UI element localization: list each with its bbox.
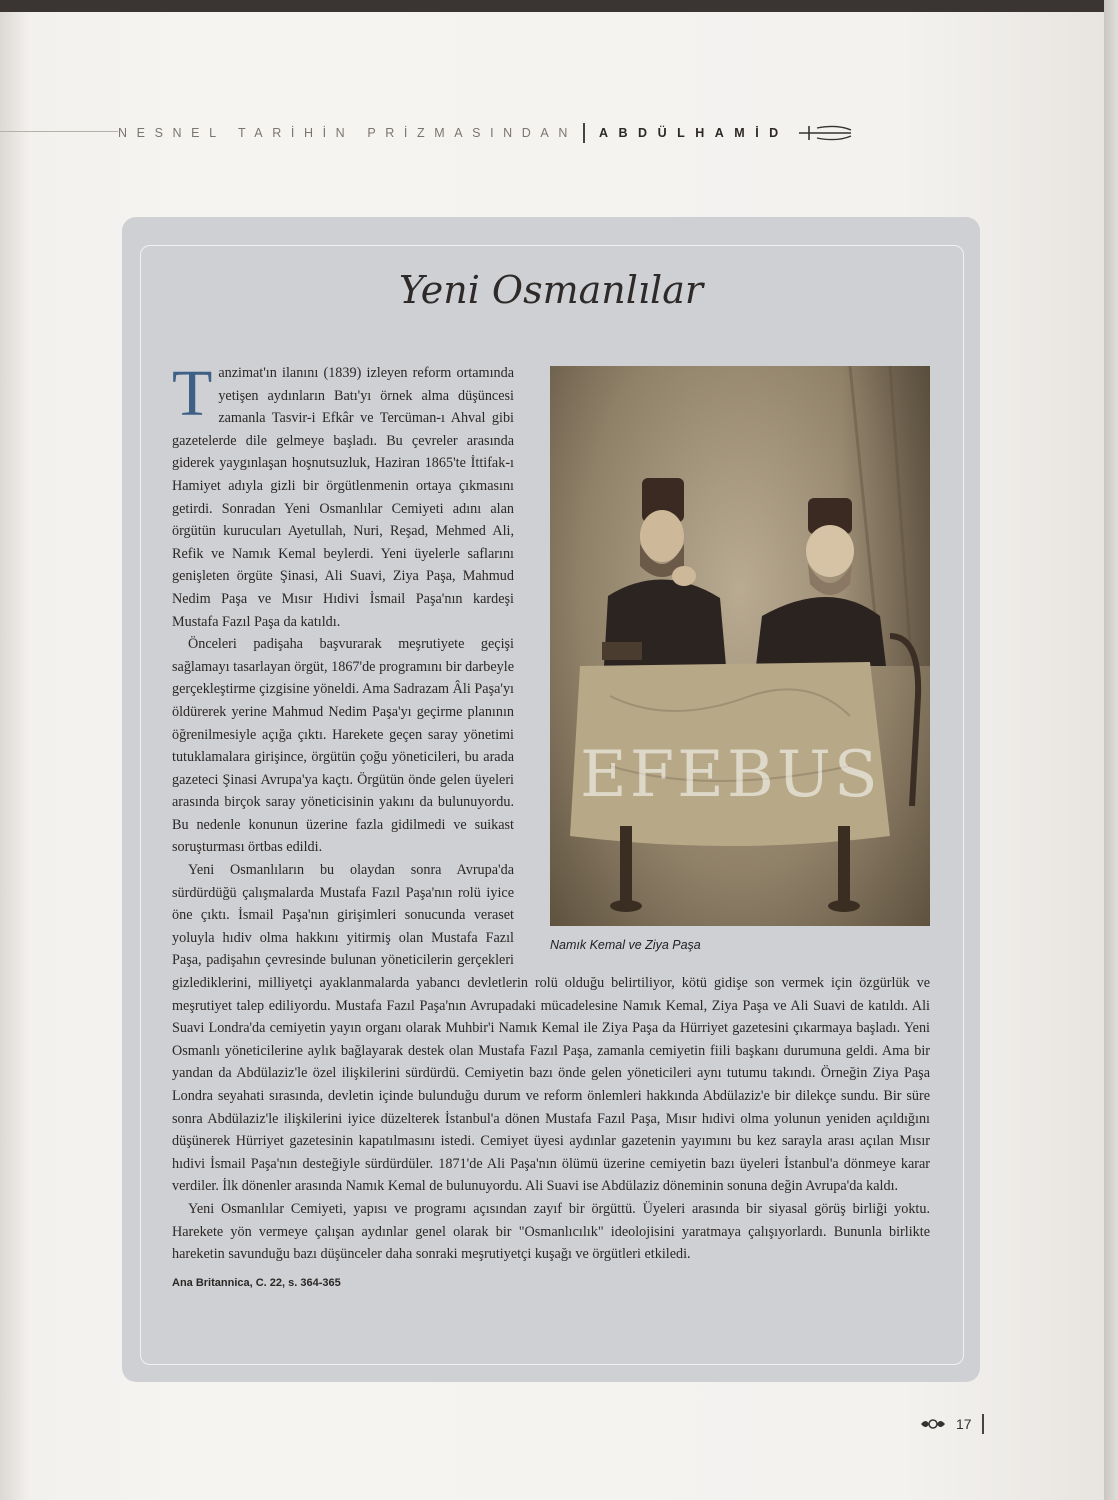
paragraph-4: Yeni Osmanlılar Cemiyeti, yapısı ve programı açısından zayıf bir örgüttü. Üyeleri arasında bir siyasal görüş birliği yoktu. Harekete yön vermeye çalışan aydınlar genel olarak bir "Osmanlıcılık" ideolojisini yaratmaya çalışıyorlardı. Bununla birlikte hareketin savunduğu bazı düşünceler daha sonraki meşrutiyetçi kuşağı ve örgütleri etkiledi. (172, 1200, 930, 1263)
ornament-icon (797, 122, 853, 144)
photo-caption: Namık Kemal ve Ziya Paşa (550, 938, 701, 952)
header-series: NESNEL TARİHİN PRİZMASINDAN (118, 126, 577, 140)
running-header (118, 122, 988, 144)
flower-ornament-icon (920, 1416, 946, 1432)
watermark: EFEBUS (580, 738, 881, 812)
page-number: 17 (956, 1416, 972, 1432)
header-rule (0, 131, 118, 132)
photo-block (532, 362, 930, 962)
page-footer (920, 1414, 984, 1434)
top-strip (0, 0, 1118, 12)
header-separator (583, 123, 585, 143)
paragraph-3: Yeni Osmanlıların bu olaydan sonra Avrupa'da sürdürdüğü çalışmalarda Mustafa Fazıl Paşa'nın rolü iyice öne çıktı. İsmail Paşa'nın girişimleri sonucunda veraset yoluyla hıdiv olma hakkını yitirmiş olan Mustafa Fazıl Paşa, padişahın çevresinde bulunan yöneticilerin gerçekleri gizlediklerini, milliyetçi ayaklanmalarda yabancı devletlerin rolü olduğu belirtiliyor, kötü gidişe son vermek için özgürlük ve meşrutiyet talep ediliyordu. Mustafa Fazıl Paşa'nın Avrupadaki mücadelesine Namık Kemal, Ziya Paşa ve Ali Suavi de katıldı. Ali Suavi Londra'da cemiyetin yayın organı olarak Muhbir'i Namık Kemal ile Ziya Paşa da Hürriyet gazetesini çıkarmaya başladı. Yeni Osmanlı yöneticilerine aylık bağlayarak destek olan Mustafa Fazıl Paşa, zamanla cemiyetin fiili başkanı durumuna geldi. Ama bir yandan da Abdülaziz'le özel ilişkilerini sürdürdü. Cemiyetin bazı önde gelen yöneticileri aynı tutumu takındı. Örneğin Ziya Paşa Londra seyahati sırasında, devletin içinde bulunduğu durum ve reform önlemleri hakkında Abdülaziz'e bir dilekçe sundu. Bir süre sonra Abdülaziz'le ilişkilerini iyice düzelterek İstanbul'a dönen Mustafa Fazıl Paşa, Mısır hıdivi olma yolunun yeniden açıldığını düşünerek Hürriyet gazetesinin kapatılmasını istedi. Cemiyet üyesi aydınlar gazetenin yayımını bu kez sarayla arası açılan Mısır hıdivi İsmail Paşa'nın desteğiyle sürdürdüler. 1871'de Ali Paşa'nın ölümü üzerine cemiyetin bazı üyeleri İstanbul'a dönmeye karar verdiler. İlk dönenler arasında Namık Kemal de bulunuyordu. Ali Suavi ise Abdülaziz döneminin sonuna değin Avrupa'da kaldı. (172, 862, 930, 1195)
books (602, 642, 642, 660)
article-title: Yeni Osmanlılar (398, 268, 704, 312)
paragraph-1-text: anzimat'ın ilanını (1839) izleyen reform ortamında yetişen aydınların Batı'yı örnek alma düşüncesi zamanla Tasvir-i Efkâr ve Tercüman-ı Ahval gibi gazetelerde dile gelmeye başladı. Bu çevreler arasında giderek yaygınlaşan hoşnutsuzluk, Haziran 1865'te İttifak-ı Hamiyet adıyla gizli bir örgütlenmenin ortaya çıkmasını getirdi. Sonradan Yeni Osmanlılar Cemiyeti adını alan örgütün kurucuları Ayetullah, Nuri, Reşad, Mehmed Ali, Refik ve Namık Kemal beylerdi. Yeni üyelerle saflarını genişleten örgüte Şinasi, Ali Suavi, Ziya Paşa, Mahmud Nedim Paşa ve Mısır Hıdivi İsmail Paşa'nın kardeşi Mustafa Fazıl Paşa da katıldı. (172, 365, 514, 630)
article-body (172, 357, 930, 1294)
paragraph-2: Önceleri padişaha başvurarak meşrutiyete geçişi sağlamayı tasarlayan örgüt, 1867'de programını bir darbeyle gerçekleştirme çizgisine yöneldi. Ama Sadrazam Âli Paşa'yı öldürerek yerine Mahmud Nedim Paşa'yı geçirme planının öğrenilmesiyle açığa çıktı. Harekete geçen saray yönetimi tutuklamalara girişince, örgütün çoğu yöneticileri, bu arada gazeteci Şinasi Avrupa'ya kaçtı. Örgütün önde gelen üyeleri arasında birçok saray yöneticisinin yakını da bulunuyordu. Bu nedenle konunun üzerine fazla gidilmedi ve suikast soruşturması örtbas edildi. (172, 636, 514, 856)
drop-cap: T (172, 357, 213, 430)
historical-photo (550, 366, 930, 926)
face-right (806, 525, 854, 577)
coat-right (756, 597, 886, 666)
source-citation: Ana Britannica, C. 22, s. 364-365 (172, 1276, 341, 1289)
page-number-bar (982, 1414, 984, 1434)
page-edge (1104, 0, 1118, 1500)
photo-illustration (550, 366, 930, 926)
header-section: ABDÜLHAMİD (599, 126, 789, 140)
